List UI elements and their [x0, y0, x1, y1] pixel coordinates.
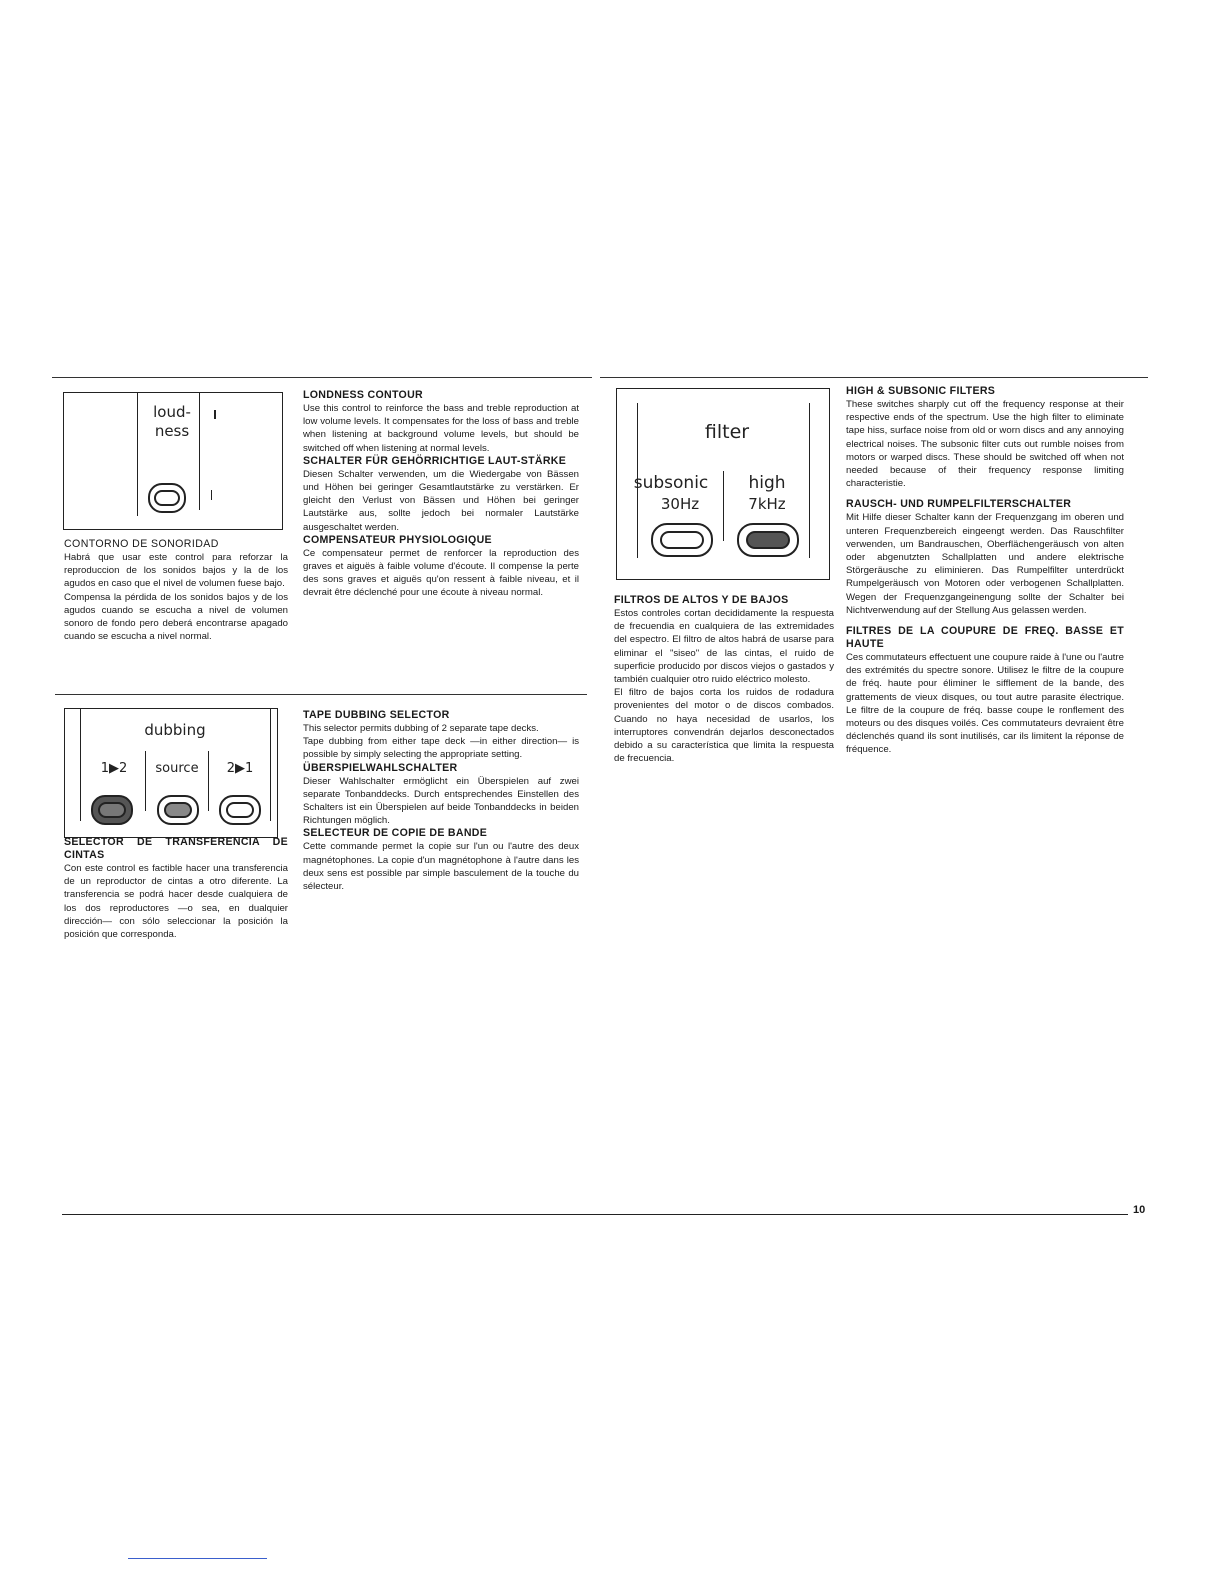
- para: This selector permits dubbing of 2 separate tape decks.: [303, 723, 539, 734]
- heading-tape-dubbing: TAPE DUBBING SELECTOR: [303, 709, 450, 721]
- para: These switches sharply cut off the frequency response at their respective ends of the spectrum. Use the high filter to eliminate tape hiss, surface noise from old or worn discs and any annoying electrical noises. The subsonic filter cuts out rumble noises from motors or warped discs. These should be switched off when not needed because of their frequency response limiting characteristie.: [846, 399, 1124, 490]
- heading-contorno: CONTORNO DE SONORIDAD: [64, 538, 219, 550]
- heading-uberspiel: ÜBERSPIELWAHLSCHALTER: [303, 761, 458, 774]
- dubbing-button-1to2[interactable]: [91, 795, 133, 825]
- col1-bottom-text: [64, 836, 288, 941]
- heading-rausch: RAUSCH- UND RUMPELFILTERSCHALTER: [846, 498, 1072, 511]
- bottom-rule: [62, 1214, 1128, 1215]
- loudness-label: [142, 403, 202, 441]
- col2-top-text: [303, 389, 579, 600]
- subsonic-freq: 30Hz: [660, 495, 700, 513]
- heading-high-subsonic: HIGH & SUBSONIC FILTERS: [846, 385, 996, 397]
- para: Diesen Schalter verwenden, um die Wiedergabe von Bässen und Höhen bei geringer Gesamtlautstärke zu verstärken. Er gleicht den Verlust von Bässen und Höhen bei geringer Lautstärke aus, sollte jedoch bei normaler Lautstärke ausgeschaltet werden.: [303, 468, 579, 533]
- loudness-label-line2: ness: [154, 422, 190, 440]
- filter-title: filter: [704, 421, 750, 443]
- footer-link-line: [128, 1558, 267, 1559]
- para: Estos controles cortan decididamente la respuesta de frecuendia en cualquiera de las extremidades del espectro. El filtro de altos habrá de usarse para eliminar el "siseo" de las cintas, el ruido de superficie producido por discos viejos o gastados y también cualquier otro ruido eléctrico molesto.: [614, 608, 834, 686]
- subsonic-filter-button[interactable]: [651, 523, 713, 557]
- para: Mit Hilfe dieser Schalter kann der Frequenzgang im oberen und unteren Frequenzbereich eingeengt werden. Das Rauschfilter verwenden, um Bandrauschen, Oberflächengeräusch von alten oder abgenutzten Schallplatten und andere elektrische Störgeräusche zu eliminieren. Das Rumpelfilter unterdrückt Rumpelgeräusch von Motoren oder verbogenen Schallplatten. Wegen der Frequenzgangeinengung sollte der Schalter bei Nichtverwendung auf der Stellung Aus gelassen werden.: [846, 512, 1124, 616]
- top-rule-right: [600, 377, 1148, 378]
- page-number: 10: [1133, 1204, 1146, 1216]
- para: Use this control to reinforce the bass and treble reproduction at low volume levels. It compensates for the loss of bass and treble when listening at background volume levels, but should be switched off when listening at normal levels.: [303, 403, 579, 454]
- switch-inner: [164, 802, 192, 818]
- heading-selecteur: SELECTEUR DE COPIE DE BANDE: [303, 827, 488, 840]
- panel-divider: [809, 403, 810, 558]
- high-label: high: [748, 473, 786, 493]
- heading-filtros: FILTROS DE ALTOS Y DE BAJOS: [614, 594, 789, 606]
- para: Ce compensateur permet de renforcer la reproduction des graves et aiguës à faible volume d'écoute. Il compense la perte des sons graves et aiguës qu'on ressent à faible niveau, et il devrait être déclenché pour une écoute à niveau normal.: [303, 547, 579, 599]
- col4-text: [846, 385, 1124, 757]
- loudness-panel: [63, 392, 283, 530]
- loudness-switch-button[interactable]: [148, 483, 186, 513]
- heading-schalter: SCHALTER FÜR GEHÖRRICHTIGE LAUT-STÄRKE: [303, 454, 567, 467]
- dubbing-option-1to2: 1▶2: [100, 761, 128, 776]
- panel-divider: [145, 751, 146, 811]
- heading-compensateur: COMPENSATEUR PHYSIOLOGIQUE: [303, 533, 492, 546]
- heading-selector-transferencia: SELECTOR DE TRANSFERENCIA DE CINTAS: [64, 836, 288, 861]
- panel-tick: [211, 490, 212, 500]
- panel-tick: [214, 410, 216, 419]
- switch-inner: [660, 531, 704, 549]
- dubbing-option-source: source: [155, 761, 199, 776]
- switch-inner: [98, 802, 126, 818]
- middle-rule: [55, 694, 587, 695]
- para: Cette commande permet la copie sur l'un ou l'autre des deux magnétophones. La copie d'un magnétophone à l'autre dans les deux sens est possible par simple basculement de la touche du sélecteur.: [303, 841, 579, 893]
- top-rule-left: [52, 377, 592, 378]
- para: Dieser Wahlschalter ermöglicht ein Überspielen auf zwei separate Tonbanddecks. Durch entsprechendes Einstellen des Schalters ist ein Überspielen auf beide Tonbanddecks in beiden Richtungen möglich.: [303, 775, 579, 827]
- heading-loudness-contour: LONDNESS CONTOUR: [303, 389, 423, 401]
- para: Tape dubbing from either tape deck —in either direction— is possible by simply selecting the appropriate setting.: [303, 736, 579, 761]
- para: Habrá que usar este control para reforzar la reproduccion de los sonidos bajos y la de los agudos en caso que el nivel de volumen fuese bajo.: [64, 552, 288, 590]
- para: Compensa la pérdida de los sonidos bajos y de los agudos cuando se escucha a nivel de volumen sonoro de fondo pero deberá encontrarse apagado cuando se escucha a nivel normal.: [64, 591, 288, 643]
- panel-divider: [80, 709, 81, 821]
- dubbing-button-2to1[interactable]: [219, 795, 261, 825]
- panel-divider: [270, 709, 271, 821]
- switch-inner: [154, 490, 180, 506]
- dubbing-button-source[interactable]: [157, 795, 199, 825]
- dubbing-panel: [64, 708, 278, 838]
- filter-panel: [616, 388, 830, 580]
- dubbing-title: dubbing: [144, 721, 206, 739]
- panel-divider: [137, 393, 138, 516]
- para: El filtro de bajos corta los ruidos de rodadura provenientes del motor o de discos combados. Cuando no haya necesidad de usarlos, los interruptores convendrán dejarlos desconectados debido a su característica que limita la respuesta de frecuencia.: [614, 687, 834, 765]
- high-filter-button[interactable]: [737, 523, 799, 557]
- col1-top-text: [64, 538, 288, 643]
- switch-inner: [746, 531, 790, 549]
- dubbing-option-2to1: 2▶1: [226, 761, 254, 776]
- loudness-label-line1: loud-: [153, 403, 191, 421]
- col2-bottom-text: [303, 709, 579, 893]
- heading-filtres: FILTRES DE LA COUPURE DE FREQ. BASSE ET HAUTE: [846, 625, 1124, 651]
- switch-inner: [226, 802, 254, 818]
- panel-divider: [208, 751, 209, 811]
- para: Ces commutateurs effectuent une coupure raide à l'une ou l'autre des extrémités du spectre sonore. Utilisez le filtre de la coupure de fréq. haute pour éliminer le sifflement de la bande, des grattements de vieux disques, ou tout autre parasite électrique. Le filtre de la coupure de fréq. basse coupe le ronflement des moteurs ou des disques voilés. Ces commutateurs devraient être déclenchés quand ils sont inutilisés, car ils limitent la réponse de fréquence.: [846, 652, 1124, 756]
- para: Con este control es factible hacer una transferencia de un reproductor de cintas a otro diferente. La transferencia se podrá hacer desde cualquiera de los dos reproductores —o sea, en dualquier dirección— con sólo seleccionar la posición la posición que corresponda.: [64, 863, 288, 941]
- col3-text: [614, 594, 834, 765]
- high-freq: 7kHz: [748, 495, 786, 513]
- subsonic-label: subsonic: [633, 473, 709, 493]
